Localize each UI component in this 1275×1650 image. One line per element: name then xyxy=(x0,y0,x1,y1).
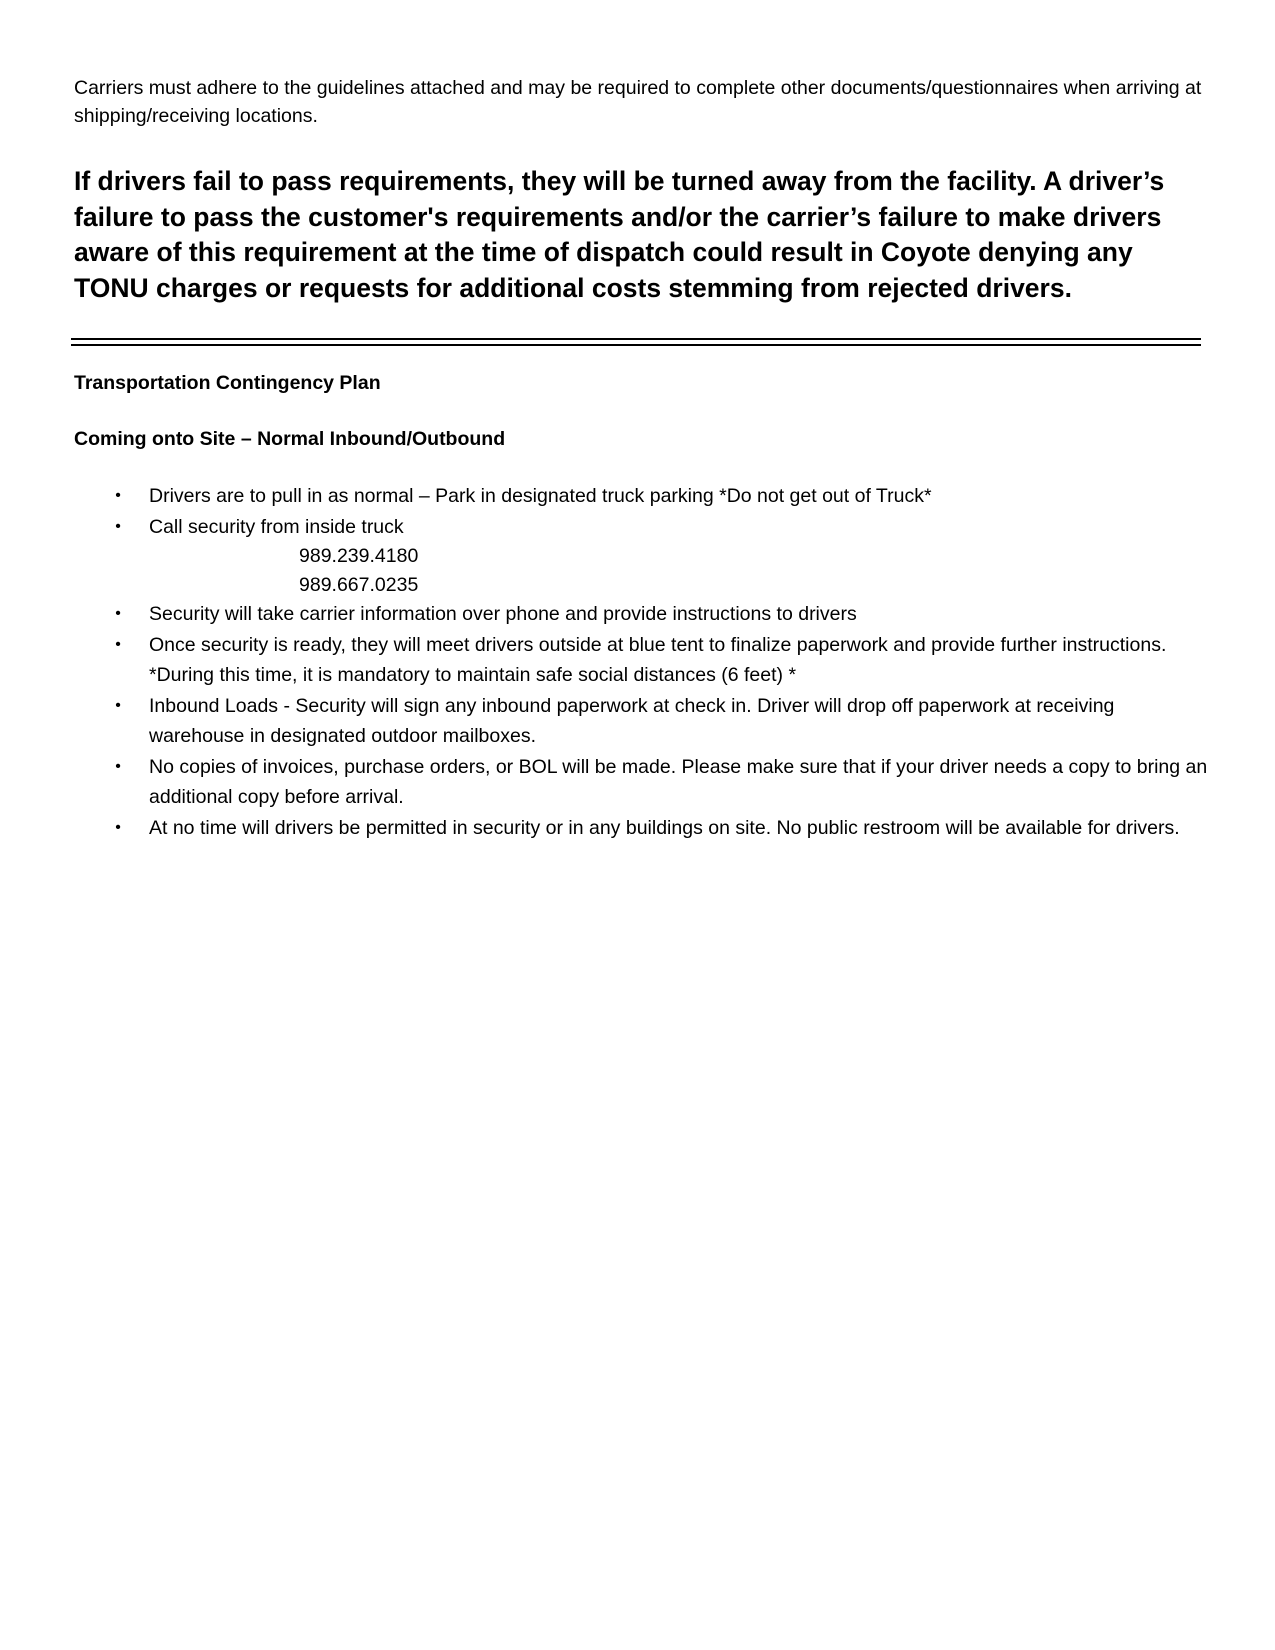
bullet-icon: • xyxy=(115,605,121,622)
list-item xyxy=(0,813,1209,844)
list-item xyxy=(0,481,1209,512)
bullet-icon: • xyxy=(115,517,121,535)
list-item-text: Once security is ready, they will meet drivers outside at blue tent to finalize paperwork and provide further instructions. *During this time, it is mandatory to maintain safe social distances (6 feet) * xyxy=(149,633,1167,686)
list-item-text: Inbound Loads - Security will sign any inbound paperwork at check in. Driver will drop off paperwork at receiving warehouse in designated outdoor mailboxes. xyxy=(149,694,1115,747)
bullet-icon: • xyxy=(115,635,121,653)
contingency-plan-heading: Transportation Contingency Plan xyxy=(74,372,381,394)
bullet-icon: • xyxy=(115,757,121,775)
list-item xyxy=(0,630,1209,691)
list-item xyxy=(0,599,1209,630)
double-divider xyxy=(71,338,1201,346)
intro-paragraph: Carriers must adhere to the guidelines attached and may be required to complete other documents/questionnaires when arriving at shipping/receiving locations. xyxy=(74,77,1202,127)
list-item-text: No copies of invoices, purchase orders, or BOL will be made. Please make sure that if your driver needs a copy to bring an additional copy before arrival. xyxy=(149,755,1208,808)
list-item xyxy=(0,512,1209,600)
warning-paragraph: If drivers fail to pass requirements, they will be turned away from the facility. A driver’s failure to pass the customer's requirements and/or the carrier’s failure to make drivers aware of this requirement at the time of dispatch could result in Coyote denying any TONU charges or requests for additional costs stemming from rejected drivers. xyxy=(74,166,1165,303)
coming-onto-site-heading: Coming onto Site – Normal Inbound/Outbound xyxy=(74,428,506,450)
instruction-list xyxy=(0,481,1275,843)
security-phone-number: 989.239.4180 xyxy=(299,545,419,567)
list-item-text: Call security from inside truck xyxy=(149,515,404,538)
list-item xyxy=(0,691,1209,752)
bullet-icon: • xyxy=(115,696,121,714)
list-item-text: At no time will drivers be permitted in security or in any buildings on site. No public restroom will be available for drivers. xyxy=(149,816,1180,839)
list-item xyxy=(0,752,1209,813)
list-item-text: Drivers are to pull in as normal – Park in designated truck parking *Do not get out of Truck* xyxy=(149,485,932,507)
bullet-icon: • xyxy=(115,818,121,836)
security-phone-number: 989.667.0235 xyxy=(299,573,419,596)
list-item-text: Security will take carrier information over phone and provide instructions to drivers xyxy=(149,603,857,625)
bullet-icon: • xyxy=(115,487,121,504)
